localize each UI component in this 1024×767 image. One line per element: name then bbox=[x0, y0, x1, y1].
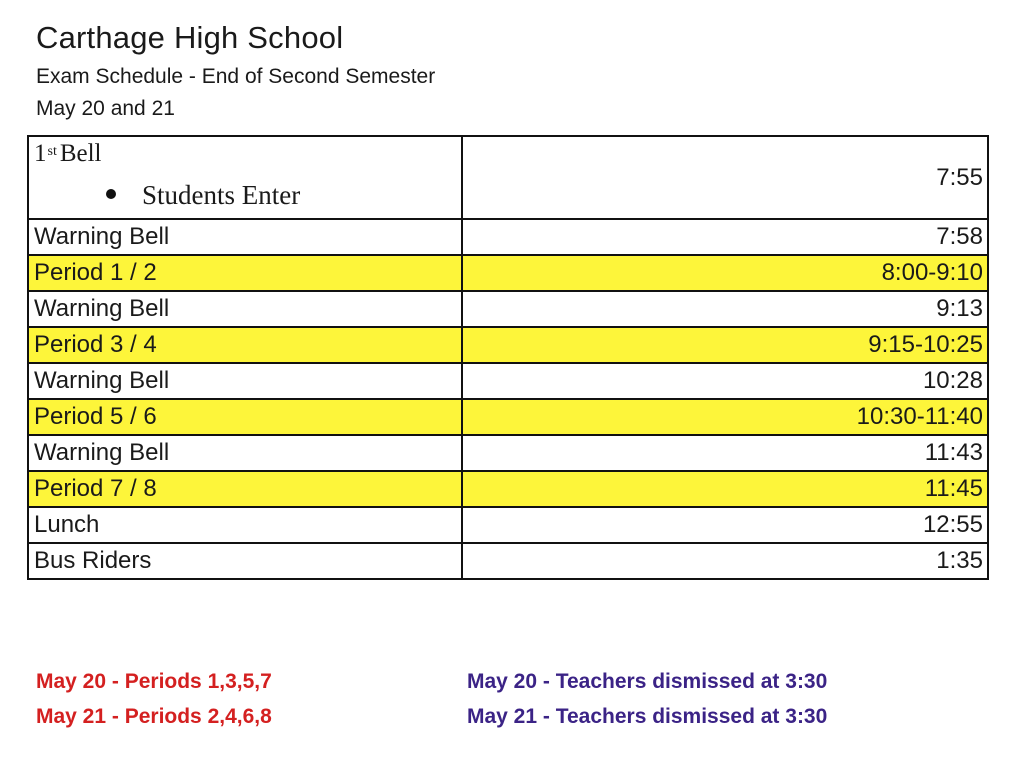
row-label: Warning Bell bbox=[28, 291, 462, 327]
page-title: Carthage High School bbox=[36, 20, 344, 55]
row-label: Warning Bell bbox=[28, 435, 462, 471]
table-row-first-bell bbox=[28, 136, 988, 219]
table-row-period bbox=[28, 255, 988, 291]
row-time: 7:58 bbox=[462, 219, 988, 255]
note-may-21-dismissal: May 21 - Teachers dismissed at 3:30 bbox=[467, 705, 828, 728]
document-header bbox=[36, 18, 435, 124]
teacher-dismissal-notes bbox=[467, 664, 827, 734]
table-row bbox=[28, 219, 988, 255]
table-row bbox=[28, 507, 988, 543]
first-bell-word: Bell bbox=[59, 139, 102, 167]
row-label: Warning Bell bbox=[28, 363, 462, 399]
row-time: 11:45 bbox=[462, 471, 988, 507]
row-label: Bus Riders bbox=[28, 543, 462, 579]
exam-dates: May 20 and 21 bbox=[36, 97, 175, 120]
table-row-period bbox=[28, 399, 988, 435]
first-bell-time-cell: 7:55 bbox=[462, 136, 988, 219]
row-label: Warning Bell bbox=[28, 219, 462, 255]
table-row bbox=[28, 435, 988, 471]
row-label: Lunch bbox=[28, 507, 462, 543]
row-time: 9:13 bbox=[462, 291, 988, 327]
first-bell-bullet bbox=[106, 177, 456, 213]
row-time: 8:00-9:10 bbox=[462, 255, 988, 291]
row-label: Period 7 / 8 bbox=[28, 471, 462, 507]
row-time: 11:43 bbox=[462, 435, 988, 471]
row-time: 1:35 bbox=[462, 543, 988, 579]
first-bell-bullet-text: Students Enter bbox=[142, 179, 301, 210]
first-bell-title bbox=[34, 139, 456, 169]
page-subtitle: Exam Schedule - End of Second Semester bbox=[36, 65, 436, 88]
table-row bbox=[28, 543, 988, 579]
table-row-period bbox=[28, 471, 988, 507]
exam-schedule-table bbox=[27, 135, 989, 580]
row-time: 10:28 bbox=[462, 363, 988, 399]
first-bell-number: 1 bbox=[34, 139, 47, 167]
table-row bbox=[28, 363, 988, 399]
row-time: 10:30-11:40 bbox=[462, 399, 988, 435]
table-row-period bbox=[28, 327, 988, 363]
row-label: Period 3 / 4 bbox=[28, 327, 462, 363]
note-may-20-periods: May 20 - Periods 1,3,5,7 bbox=[36, 670, 272, 693]
note-may-21-periods: May 21 - Periods 2,4,6,8 bbox=[36, 705, 272, 728]
bullet-icon bbox=[106, 189, 116, 199]
first-bell-suffix: st bbox=[47, 143, 57, 159]
table-row bbox=[28, 291, 988, 327]
period-day-notes bbox=[36, 664, 272, 734]
row-label: Period 1 / 2 bbox=[28, 255, 462, 291]
note-may-20-dismissal: May 20 - Teachers dismissed at 3:30 bbox=[467, 670, 828, 693]
row-time: 12:55 bbox=[462, 507, 988, 543]
row-label: Period 5 / 6 bbox=[28, 399, 462, 435]
row-time: 9:15-10:25 bbox=[462, 327, 988, 363]
first-bell-label-cell bbox=[28, 136, 462, 219]
